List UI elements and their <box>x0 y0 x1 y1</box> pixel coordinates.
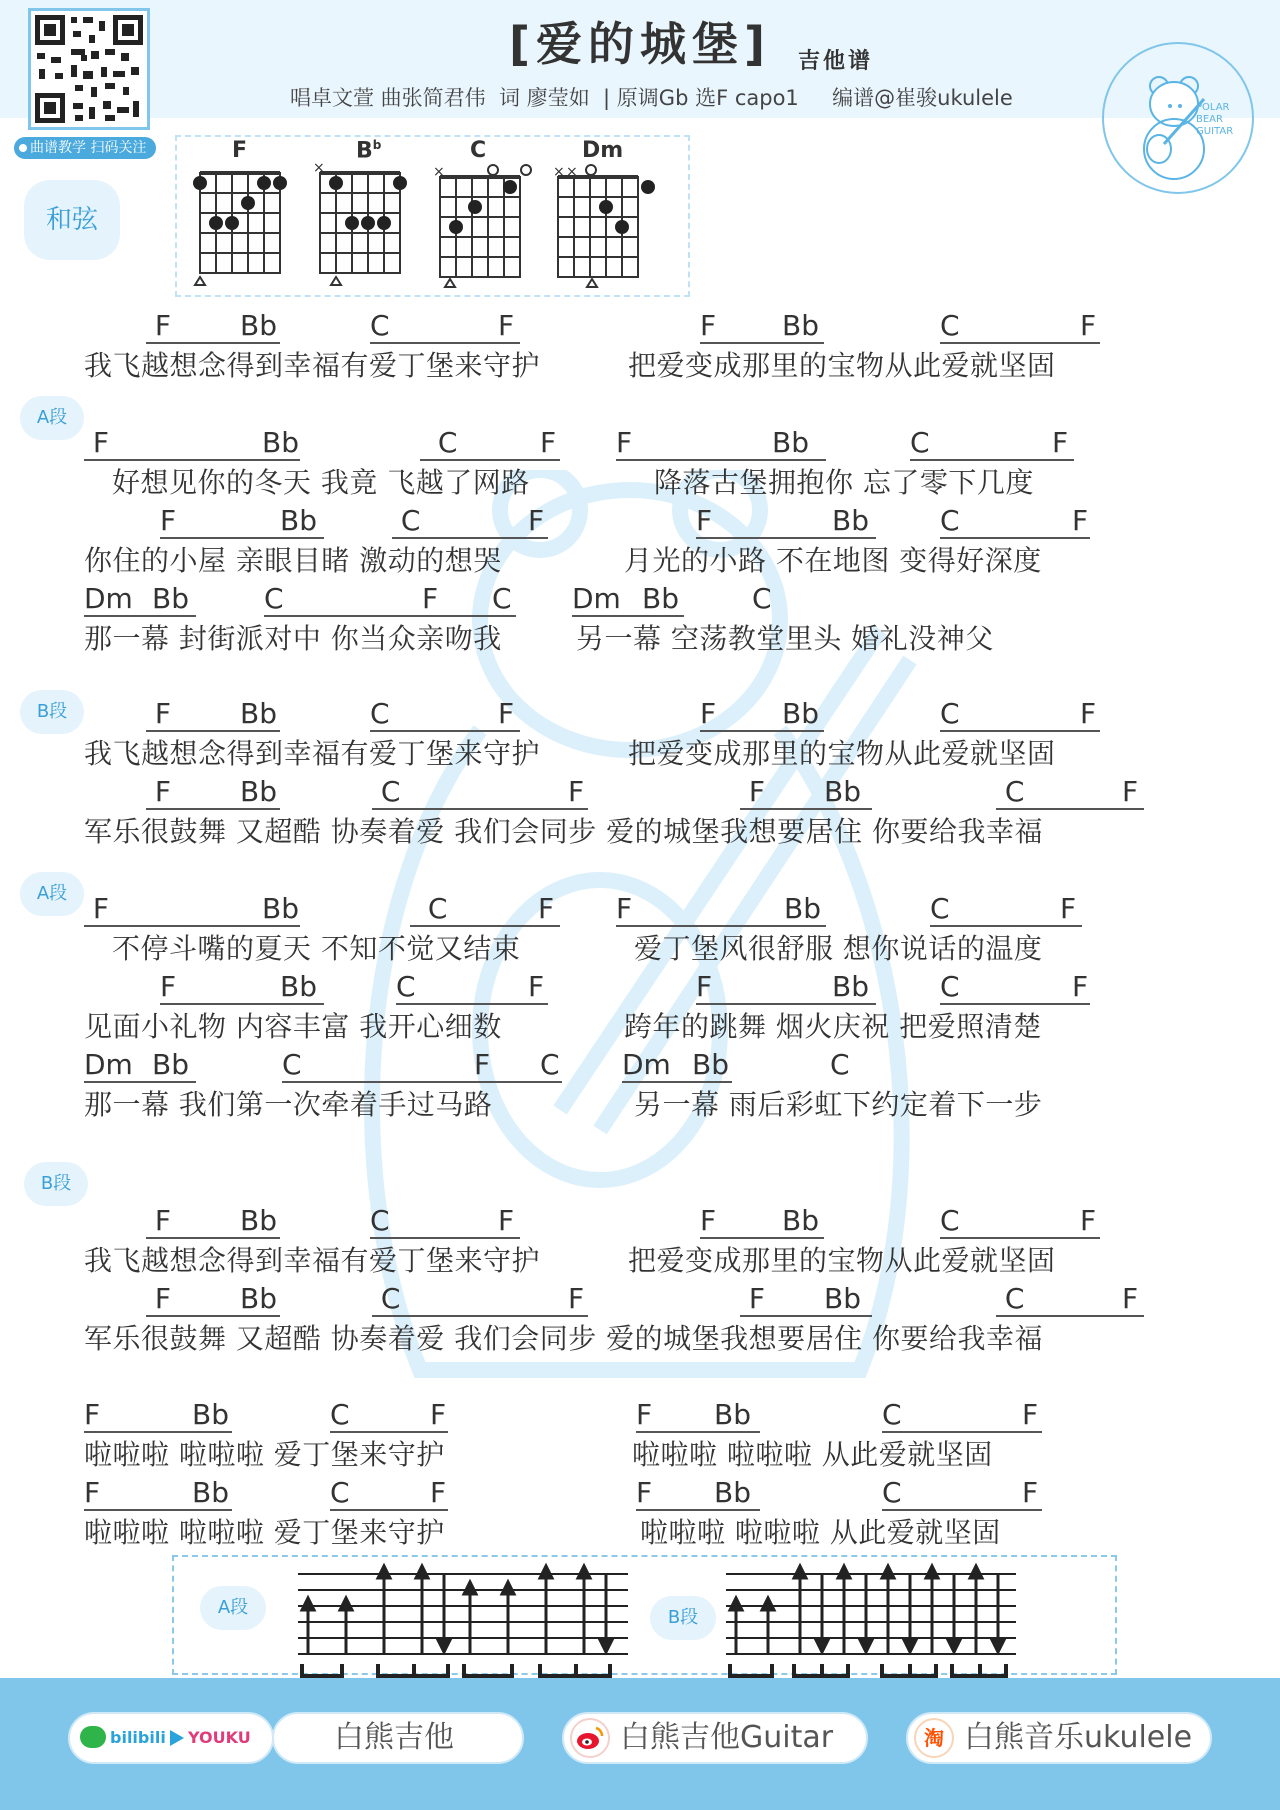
chord-f: F Bb <box>146 1205 280 1239</box>
chord-c: C F <box>392 505 548 539</box>
song-line <box>0 1399 1280 1479</box>
svg-text:×: × <box>553 164 565 180</box>
chord-diagram-c <box>430 162 540 290</box>
lyric-text: 降落古堡拥抱你 忘了零下几度 <box>654 466 1034 499</box>
song-title: [爱的城堡] <box>508 17 772 71</box>
chord-f: F Bb <box>696 971 876 1005</box>
svg-text:×: × <box>313 160 325 176</box>
chord-f: F Bb <box>700 698 824 732</box>
channel-pill-1[interactable] <box>272 1712 524 1764</box>
lyric-text: 啦啦啦 啦啦啦 从此爱就坚固 <box>640 1516 1001 1549</box>
chord-f: F Bb <box>636 1399 760 1433</box>
chord-c: C F C <box>282 1049 562 1083</box>
chord-c: C F <box>370 1205 520 1239</box>
chord-f: F Bb <box>84 893 300 927</box>
lyric-text: 把爱变成那里的宝物从此爱就坚固 <box>628 349 1056 382</box>
lyric-text: 那一幕 封街派对中 你当众亲吻我 <box>84 622 502 655</box>
svg-text:×: × <box>566 164 578 180</box>
chord-f: F Bb <box>696 505 876 539</box>
lyric-text: 我飞越想念得到幸福有爱丁堡来守护 <box>84 349 541 382</box>
chord-c: C F C <box>264 583 516 617</box>
lyric-text: 跨年的跳舞 烟火庆祝 把爱照清楚 <box>624 1010 1042 1043</box>
song-line <box>0 583 1280 663</box>
chord-diagram-f <box>190 165 300 290</box>
strum-label-b: B段 <box>650 1596 716 1640</box>
channel-name: 白熊音乐ukulele <box>964 1720 1193 1755</box>
chord-diagram-dm <box>548 162 663 290</box>
strum-pattern-b <box>726 1560 1016 1678</box>
lyric-text: 我飞越想念得到幸福有爱丁堡来守护 <box>84 1244 541 1277</box>
chord-c: C F <box>410 893 560 927</box>
lyric-text: 把爱变成那里的宝物从此爱就坚固 <box>628 1244 1056 1277</box>
logo-text: POLAR BEAR GUITAR <box>1196 102 1234 137</box>
chord-c: C F <box>910 427 1074 461</box>
chord-c: C F <box>940 698 1100 732</box>
chord-name-f: F <box>232 138 248 163</box>
song-line <box>0 971 1280 1051</box>
channel-name: 白熊吉他 <box>334 1720 454 1755</box>
chord-c: C <box>752 582 772 615</box>
song-line <box>0 1477 1280 1557</box>
song-subtitle: 吉他谱 <box>798 49 874 74</box>
chord-f: F Bb <box>160 505 324 539</box>
chord-f: F Bb <box>740 776 872 810</box>
taobao-pill[interactable] <box>906 1712 1212 1764</box>
weibo-pill[interactable] <box>562 1712 868 1764</box>
song-line <box>0 427 1280 507</box>
youku-logo: YOUKU <box>188 1728 251 1747</box>
chord-c: C F <box>330 1476 447 1509</box>
youku-play-icon <box>170 1730 184 1746</box>
lyric-text: 军乐很鼓舞 又超酷 协奏着爱 我们会同步 爱的城堡我想要居住 你要给我幸福 <box>84 815 1044 848</box>
chord-f: F Bb <box>146 698 280 732</box>
section-label-b: B段 <box>24 1162 88 1206</box>
video-platforms-pill[interactable] <box>68 1712 274 1764</box>
chord-dm: Dm Bb <box>84 1049 196 1083</box>
chord-c: C F <box>330 1398 447 1431</box>
channel-name: 白熊吉他Guitar <box>620 1720 834 1755</box>
chord-f: F Bb <box>84 427 300 461</box>
chord-c: C F <box>940 1205 1100 1239</box>
chord-name-dm: Dm <box>582 138 624 163</box>
lyric-text: 见面小礼物 内容丰富 我开心细数 <box>84 1010 502 1043</box>
chord-c: C <box>830 1048 850 1081</box>
chord-f: F Bb <box>700 1205 824 1239</box>
strum-pattern-a <box>298 1560 628 1678</box>
chord-name-c: C <box>470 138 487 163</box>
lyric-text: 军乐很鼓舞 又超酷 协奏着爱 我们会同步 爱的城堡我想要居住 你要给我幸福 <box>84 1322 1044 1355</box>
lyric-text: 好想见你的冬天 我竟 飞越了网路 <box>112 466 530 499</box>
lyric-text: 月光的小路 不在地图 变得好深度 <box>624 544 1042 577</box>
chord-dm: Dm Bb <box>622 1049 732 1083</box>
chord-f: F Bb <box>146 310 280 344</box>
chord-f: F Bb <box>160 971 324 1005</box>
credits-line: 唱卓文萱 曲张简君伟 词 廖莹如 | 原调Gb 选F capo1 编谱@崔骏ukulele <box>290 86 1013 110</box>
lyric-text: 不停斗嘴的夏天 不知不觉又结束 <box>112 932 521 965</box>
chord-f: F Bb <box>636 1477 760 1511</box>
lyric-text: 我飞越想念得到幸福有爱丁堡来守护 <box>84 737 541 770</box>
bilibili-logo: bilibili <box>110 1728 166 1747</box>
wechat-icon <box>80 1726 106 1748</box>
section-label-b: B段 <box>20 690 84 734</box>
chord-c: C F <box>370 310 520 344</box>
chord-c: C F <box>882 1477 1042 1511</box>
song-line <box>0 893 1280 973</box>
section-label-a: A段 <box>20 872 84 916</box>
lyric-text: 啦啦啦 啦啦啦 爱丁堡来守护 <box>84 1516 445 1549</box>
chord-f: F Bb <box>84 1477 232 1511</box>
chord-c: C F <box>940 504 1089 537</box>
chord-diagram-bb <box>310 158 420 288</box>
chord-f: F Bb <box>146 1283 280 1317</box>
song-line <box>0 698 1280 778</box>
chord-name-bb: $B^b$ <box>356 138 382 164</box>
song-line <box>0 310 1280 390</box>
song-line <box>0 776 1280 856</box>
chord-c: C F <box>882 1399 1042 1433</box>
lyric-text: 另一幕 雨后彩虹下约定着下一步 <box>634 1088 1043 1121</box>
chord-c: C F <box>396 971 548 1005</box>
section-label-a: A段 <box>20 396 84 440</box>
chord-dm: Dm Bb <box>84 583 196 617</box>
song-line <box>0 1283 1280 1363</box>
chord-f: F Bb <box>700 310 824 344</box>
chord-c: C F <box>372 776 588 810</box>
chord-c: C F <box>940 310 1100 344</box>
lyric-text: 把爱变成那里的宝物从此爱就坚固 <box>628 737 1056 770</box>
chord-c: C F <box>930 893 1082 927</box>
chord-c: C F <box>996 1283 1144 1317</box>
lyric-text: 那一幕 我们第一次牵着手过马路 <box>84 1088 493 1121</box>
chords-section-label: 和弦 <box>24 180 120 260</box>
chord-c: C F <box>996 776 1144 810</box>
song-line <box>0 505 1280 585</box>
chord-c: C F <box>420 427 560 461</box>
weibo-icon <box>570 1718 610 1758</box>
song-line <box>0 1205 1280 1285</box>
chord-dm: Dm Bb <box>572 583 684 617</box>
song-line <box>0 1049 1280 1129</box>
strum-label-a: A段 <box>200 1586 266 1630</box>
polar-bear-guitar-logo <box>1102 42 1254 194</box>
svg-text:×: × <box>433 164 445 180</box>
chord-c: C F <box>940 970 1089 1003</box>
lyric-text: 啦啦啦 啦啦啦 从此爱就坚固 <box>632 1438 993 1471</box>
chord-c: C F <box>372 1283 588 1317</box>
chord-f: F Bb <box>146 776 280 810</box>
chord-c: C F <box>370 698 520 732</box>
qr-caption: 曲谱教学 扫码关注 <box>14 137 156 159</box>
lyric-text: 啦啦啦 啦啦啦 爱丁堡来守护 <box>84 1438 445 1471</box>
lyric-text: 另一幕 空荡教堂里头 婚礼没神父 <box>576 622 994 655</box>
lyric-text: 爱丁堡风很舒服 想你说话的温度 <box>634 932 1043 965</box>
chord-f: F Bb <box>616 893 826 927</box>
taobao-icon: 淘 <box>914 1718 954 1758</box>
chord-f: F Bb <box>740 1283 872 1317</box>
chord-f: F Bb <box>84 1399 232 1433</box>
chord-f: F Bb <box>616 427 826 461</box>
lyric-text: 你住的小屋 亲眼目睹 激动的想哭 <box>84 544 502 577</box>
